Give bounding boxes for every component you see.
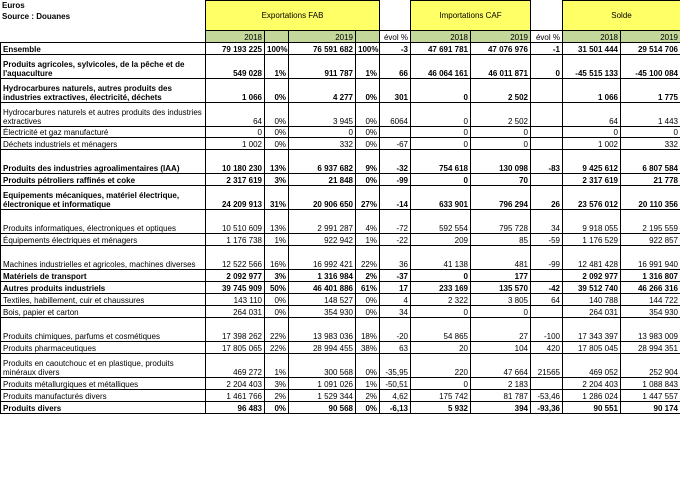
- cell-s18: 17 343 397: [563, 318, 621, 342]
- cell-e18: 12 522 566: [206, 246, 265, 270]
- cell-i18: 0: [411, 270, 471, 282]
- cell-e18: 17 398 262: [206, 318, 265, 342]
- cell-ev: 34: [380, 306, 411, 318]
- cell-s19: 922 857: [621, 234, 680, 246]
- cell-iev: -99: [531, 246, 563, 270]
- cell-iev: [531, 138, 563, 150]
- cell-p18: 0%: [265, 127, 289, 138]
- cell-p19: 100%: [356, 43, 380, 55]
- cell-p19: 9%: [356, 150, 380, 174]
- cell-s18: 31 501 444: [563, 43, 621, 55]
- cell-e18: 64: [206, 103, 265, 127]
- cell-e18: 2 317 619: [206, 174, 265, 186]
- cell-e18: 1 002: [206, 138, 265, 150]
- cell-i18: 0: [411, 174, 471, 186]
- cell-p18: 0%: [265, 306, 289, 318]
- cell-iev: 420: [531, 342, 563, 354]
- cell-s19: 6 807 584: [621, 150, 680, 174]
- cell-p18: 1%: [265, 234, 289, 246]
- cell-p18: 3%: [265, 270, 289, 282]
- cell-i19: 135 570: [471, 282, 531, 294]
- row-label: Machines industrielles et agricoles, machines diverses: [1, 246, 206, 270]
- cell-p18: 22%: [265, 318, 289, 342]
- cell-e18: 469 272: [206, 354, 265, 378]
- cell-iev: [531, 378, 563, 390]
- cell-s19: 1 443: [621, 103, 680, 127]
- cell-iev: [531, 174, 563, 186]
- cell-p18: 100%: [265, 43, 289, 55]
- cell-i19: 177: [471, 270, 531, 282]
- table-row: [1, 282, 680, 294]
- cell-s18: 469 052: [563, 354, 621, 378]
- row-label: Ensemble: [1, 43, 206, 55]
- cell-s18: -45 515 133: [563, 55, 621, 79]
- cell-i19: 47 076 976: [471, 43, 531, 55]
- cell-i19: 2 502: [471, 79, 531, 103]
- cell-ev: 36: [380, 246, 411, 270]
- row-label: Produits agricoles, sylvicoles, de la pêche et de l'aquaculture: [1, 55, 206, 79]
- cell-i18: 47 691 781: [411, 43, 471, 55]
- cell-ev: -20: [380, 318, 411, 342]
- cell-p18: 31%: [265, 186, 289, 210]
- cell-i19: 481: [471, 246, 531, 270]
- table-row: [1, 127, 680, 138]
- cell-i18: 220: [411, 354, 471, 378]
- cell-i19: 46 011 871: [471, 55, 531, 79]
- cell-s18: 2 317 619: [563, 174, 621, 186]
- cell-p18: 2%: [265, 390, 289, 402]
- cell-iev: 21565: [531, 354, 563, 378]
- exports-header: Exportations FAB: [206, 1, 380, 31]
- table-row: [1, 294, 680, 306]
- cell-iev: 0: [531, 55, 563, 79]
- table-row: [1, 234, 680, 246]
- cell-e18: 39 745 909: [206, 282, 265, 294]
- cell-s19: 1 316 807: [621, 270, 680, 282]
- cell-e18: 17 805 065: [206, 342, 265, 354]
- cell-p19: 1%: [356, 55, 380, 79]
- table-row: [1, 354, 680, 378]
- table-row: [1, 402, 680, 414]
- cell-s19: 144 722: [621, 294, 680, 306]
- cell-s18: 17 805 045: [563, 342, 621, 354]
- cell-p19: 1%: [356, 234, 380, 246]
- imports-2018-header: 2018: [411, 31, 471, 43]
- cell-ev: 4,62: [380, 390, 411, 402]
- table-row: [1, 318, 680, 342]
- cell-s18: 23 576 012: [563, 186, 621, 210]
- cell-p19: 38%: [356, 342, 380, 354]
- table-row: [1, 103, 680, 127]
- cell-e19: 4 277: [289, 79, 356, 103]
- table-row: [1, 186, 680, 210]
- cell-s19: 29 514 706: [621, 43, 680, 55]
- cell-e18: 1 461 766: [206, 390, 265, 402]
- exports-evol-header: évol %: [380, 31, 411, 43]
- cell-i19: 2 183: [471, 378, 531, 390]
- cell-p19: 61%: [356, 282, 380, 294]
- cell-e18: 96 483: [206, 402, 265, 414]
- cell-s18: 264 031: [563, 306, 621, 318]
- table-row: [1, 270, 680, 282]
- cell-p19: 2%: [356, 270, 380, 282]
- cell-p18: 1%: [265, 55, 289, 79]
- cell-iev: [531, 79, 563, 103]
- cell-i19: 47 664: [471, 354, 531, 378]
- cell-s18: 12 481 428: [563, 246, 621, 270]
- cell-i18: 46 064 161: [411, 55, 471, 79]
- cell-e19: 911 787: [289, 55, 356, 79]
- row-label: Textiles, habillement, cuir et chaussures: [1, 294, 206, 306]
- table-row: [1, 79, 680, 103]
- cell-i18: 233 169: [411, 282, 471, 294]
- cell-p19: 0%: [356, 402, 380, 414]
- cell-e18: 0: [206, 127, 265, 138]
- imports-header: Importations CAF: [411, 1, 531, 31]
- cell-s18: 90 551: [563, 402, 621, 414]
- cell-s19: 252 904: [621, 354, 680, 378]
- row-label: Autres produits industriels: [1, 282, 206, 294]
- cell-e19: 46 401 886: [289, 282, 356, 294]
- cell-iev: -53,46: [531, 390, 563, 402]
- cell-s18: 2 204 403: [563, 378, 621, 390]
- cell-p19: 0%: [356, 174, 380, 186]
- cell-s18: 39 512 740: [563, 282, 621, 294]
- row-label: Produits métallurgiques et métalliques: [1, 378, 206, 390]
- cell-i18: 54 865: [411, 318, 471, 342]
- cell-ev: 6064: [380, 103, 411, 127]
- cell-s19: 2 195 559: [621, 210, 680, 234]
- cell-s19: 16 991 940: [621, 246, 680, 270]
- table-row: [1, 390, 680, 402]
- cell-p18: 0%: [265, 103, 289, 127]
- cell-ev: 4: [380, 294, 411, 306]
- cell-p18: 0%: [265, 138, 289, 150]
- cell-p19: 4%: [356, 210, 380, 234]
- cell-ev: 66: [380, 55, 411, 79]
- cell-e19: 3 945: [289, 103, 356, 127]
- cell-s19: 1 775: [621, 79, 680, 103]
- table-row: [1, 150, 680, 174]
- cell-s18: 9 425 612: [563, 150, 621, 174]
- row-label: Produits en caoutchouc et en plastique, produits minéraux divers: [1, 354, 206, 378]
- cell-p19: 27%: [356, 186, 380, 210]
- cell-ev: -32: [380, 150, 411, 174]
- cell-ev: -35,95: [380, 354, 411, 378]
- cell-e19: 0: [289, 127, 356, 138]
- cell-i19: 0: [471, 138, 531, 150]
- cell-p18: 0%: [265, 79, 289, 103]
- cell-i19: 0: [471, 306, 531, 318]
- cell-i18: 41 138: [411, 246, 471, 270]
- cell-iev: -1: [531, 43, 563, 55]
- cell-s18: 140 788: [563, 294, 621, 306]
- cell-e18: 1 176 738: [206, 234, 265, 246]
- cell-e19: 90 568: [289, 402, 356, 414]
- cell-s18: 9 918 055: [563, 210, 621, 234]
- unit-label: Euros: [2, 1, 25, 10]
- cell-e19: 300 568: [289, 354, 356, 378]
- row-label: Bois, papier et carton: [1, 306, 206, 318]
- cell-i19: 27: [471, 318, 531, 342]
- cell-i18: 0: [411, 79, 471, 103]
- cell-ev: -37: [380, 270, 411, 282]
- row-label: Matériels de transport: [1, 270, 206, 282]
- table-row: [1, 306, 680, 318]
- cell-s19: 332: [621, 138, 680, 150]
- cell-e19: 922 942: [289, 234, 356, 246]
- cell-ev: -3: [380, 43, 411, 55]
- cell-i19: 795 728: [471, 210, 531, 234]
- cell-s18: 1 066: [563, 79, 621, 103]
- cell-s19: 0: [621, 127, 680, 138]
- row-label: Équipements électriques et ménagers: [1, 234, 206, 246]
- cell-s19: 21 778: [621, 174, 680, 186]
- exports-share-2018-header: [265, 31, 289, 43]
- exports-2018-header: 2018: [206, 31, 265, 43]
- cell-p18: 13%: [265, 210, 289, 234]
- cell-i18: 20: [411, 342, 471, 354]
- cell-e19: 6 937 682: [289, 150, 356, 174]
- cell-i18: 592 554: [411, 210, 471, 234]
- cell-ev: 17: [380, 282, 411, 294]
- cell-s19: -45 100 084: [621, 55, 680, 79]
- cell-ev: -50,51: [380, 378, 411, 390]
- cell-e19: 16 992 421: [289, 246, 356, 270]
- cell-i19: 0: [471, 127, 531, 138]
- cell-iev: -42: [531, 282, 563, 294]
- cell-p19: 22%: [356, 246, 380, 270]
- imports-2019-header: 2019: [471, 31, 531, 43]
- exports-2019-header: 2019: [289, 31, 356, 43]
- cell-ev: 63: [380, 342, 411, 354]
- cell-e18: 10 510 609: [206, 210, 265, 234]
- cell-i19: 81 787: [471, 390, 531, 402]
- cell-e19: 21 848: [289, 174, 356, 186]
- cell-i18: 0: [411, 138, 471, 150]
- cell-p18: 3%: [265, 174, 289, 186]
- cell-s19: 1 447 557: [621, 390, 680, 402]
- cell-i19: 2 502: [471, 103, 531, 127]
- cell-e18: 549 028: [206, 55, 265, 79]
- cell-ev: -72: [380, 210, 411, 234]
- cell-p19: 0%: [356, 79, 380, 103]
- cell-p18: 0%: [265, 294, 289, 306]
- cell-e19: 1 529 344: [289, 390, 356, 402]
- table-row: [1, 174, 680, 186]
- cell-p19: 0%: [356, 306, 380, 318]
- cell-p18: 13%: [265, 150, 289, 174]
- cell-s19: 46 266 316: [621, 282, 680, 294]
- cell-e19: 2 991 287: [289, 210, 356, 234]
- row-label: Déchets industriels et ménagers: [1, 138, 206, 150]
- cell-e19: 28 994 455: [289, 342, 356, 354]
- cell-i19: 796 294: [471, 186, 531, 210]
- cell-ev: -6,13: [380, 402, 411, 414]
- row-label: Produits manufacturés divers: [1, 390, 206, 402]
- table-row: [1, 246, 680, 270]
- cell-e18: 1 066: [206, 79, 265, 103]
- cell-p19: 18%: [356, 318, 380, 342]
- cell-iev: [531, 103, 563, 127]
- cell-ev: -22: [380, 234, 411, 246]
- cell-s18: 2 092 977: [563, 270, 621, 282]
- cell-i19: 130 098: [471, 150, 531, 174]
- cell-e19: 20 906 650: [289, 186, 356, 210]
- row-label: Produits des industries agroalimentaires (IAA): [1, 150, 206, 174]
- source-label: Source : Douanes: [2, 12, 71, 21]
- cell-p19: 0%: [356, 294, 380, 306]
- cell-s19: 1 088 843: [621, 378, 680, 390]
- cell-iev: [531, 270, 563, 282]
- imports-evol-header: évol %: [531, 31, 563, 43]
- cell-iev: [531, 306, 563, 318]
- cell-p19: 1%: [356, 378, 380, 390]
- cell-ev: -99: [380, 174, 411, 186]
- balance-2019-header: 2019: [621, 31, 680, 43]
- cell-e18: 10 180 230: [206, 150, 265, 174]
- cell-e18: 2 092 977: [206, 270, 265, 282]
- cell-i19: 104: [471, 342, 531, 354]
- cell-i18: 175 742: [411, 390, 471, 402]
- cell-iev: -59: [531, 234, 563, 246]
- exports-share-2019-header: [356, 31, 380, 43]
- cell-e19: 1 091 026: [289, 378, 356, 390]
- cell-e19: 76 591 682: [289, 43, 356, 55]
- cell-p19: 0%: [356, 354, 380, 378]
- cell-p18: 50%: [265, 282, 289, 294]
- cell-p18: 0%: [265, 402, 289, 414]
- table-row: [1, 210, 680, 234]
- cell-p18: 22%: [265, 342, 289, 354]
- cell-e18: 264 031: [206, 306, 265, 318]
- cell-s19: 13 983 009: [621, 318, 680, 342]
- cell-iev: 34: [531, 210, 563, 234]
- cell-i18: 633 901: [411, 186, 471, 210]
- table-row: [1, 342, 680, 354]
- cell-i18: 209: [411, 234, 471, 246]
- cell-ev: -14: [380, 186, 411, 210]
- table-row: [1, 378, 680, 390]
- cell-s19: 354 930: [621, 306, 680, 318]
- cell-ev: -67: [380, 138, 411, 150]
- row-label: Produits pétroliers raffinés et coke: [1, 174, 206, 186]
- cell-i18: 754 618: [411, 150, 471, 174]
- cell-s18: 1 002: [563, 138, 621, 150]
- cell-s18: 1 176 529: [563, 234, 621, 246]
- cell-s19: 90 174: [621, 402, 680, 414]
- cell-p18: 3%: [265, 378, 289, 390]
- cell-s18: 0: [563, 127, 621, 138]
- cell-e19: 148 527: [289, 294, 356, 306]
- cell-s18: 64: [563, 103, 621, 127]
- row-label: Hydrocarbures naturels et autres produits des industries extractives: [1, 103, 206, 127]
- row-label: Equipements mécaniques, matériel électrique, électronique et informatique: [1, 186, 206, 210]
- cell-iev: 26: [531, 186, 563, 210]
- cell-iev: 64: [531, 294, 563, 306]
- cell-i18: 2 322: [411, 294, 471, 306]
- cell-iev: -83: [531, 150, 563, 174]
- cell-i18: 0: [411, 306, 471, 318]
- cell-i19: 70: [471, 174, 531, 186]
- cell-iev: [531, 127, 563, 138]
- cell-e19: 332: [289, 138, 356, 150]
- cell-e19: 1 316 984: [289, 270, 356, 282]
- cell-ev: [380, 127, 411, 138]
- balance-header: Solde: [563, 1, 680, 31]
- cell-ev: 301: [380, 79, 411, 103]
- cell-iev: -100: [531, 318, 563, 342]
- row-label: Produits chimiques, parfums et cosmétiques: [1, 318, 206, 342]
- table-row: [1, 138, 680, 150]
- table-row: [1, 43, 680, 55]
- row-label: Produits pharmaceutiques: [1, 342, 206, 354]
- cell-e18: 143 110: [206, 294, 265, 306]
- cell-p18: 1%: [265, 354, 289, 378]
- cell-i18: 0: [411, 103, 471, 127]
- row-label: Produits informatiques, électroniques et optiques: [1, 210, 206, 234]
- cell-i18: 5 932: [411, 402, 471, 414]
- row-label: Électricité et gaz manufacturé: [1, 127, 206, 138]
- cell-i19: 3 805: [471, 294, 531, 306]
- cell-s19: 28 994 351: [621, 342, 680, 354]
- cell-e19: 13 983 036: [289, 318, 356, 342]
- row-label: Hydrocarbures naturels, autres produits des industries extractives, électricité, déchets: [1, 79, 206, 103]
- cell-p19: 0%: [356, 127, 380, 138]
- cell-i19: 394: [471, 402, 531, 414]
- cell-i18: 0: [411, 378, 471, 390]
- balance-2018-header: 2018: [563, 31, 621, 43]
- cell-e18: 79 193 225: [206, 43, 265, 55]
- cell-e18: 2 204 403: [206, 378, 265, 390]
- cell-iev: -93,36: [531, 402, 563, 414]
- row-label: Produits divers: [1, 402, 206, 414]
- cell-e18: 24 209 913: [206, 186, 265, 210]
- cell-p19: 0%: [356, 103, 380, 127]
- cell-i18: 0: [411, 127, 471, 138]
- cell-i19: 85: [471, 234, 531, 246]
- cell-p19: 2%: [356, 390, 380, 402]
- cell-p19: 0%: [356, 138, 380, 150]
- cell-e19: 354 930: [289, 306, 356, 318]
- cell-p18: 16%: [265, 246, 289, 270]
- cell-s19: 20 110 356: [621, 186, 680, 210]
- table-row: [1, 55, 680, 79]
- cell-s18: 1 286 024: [563, 390, 621, 402]
